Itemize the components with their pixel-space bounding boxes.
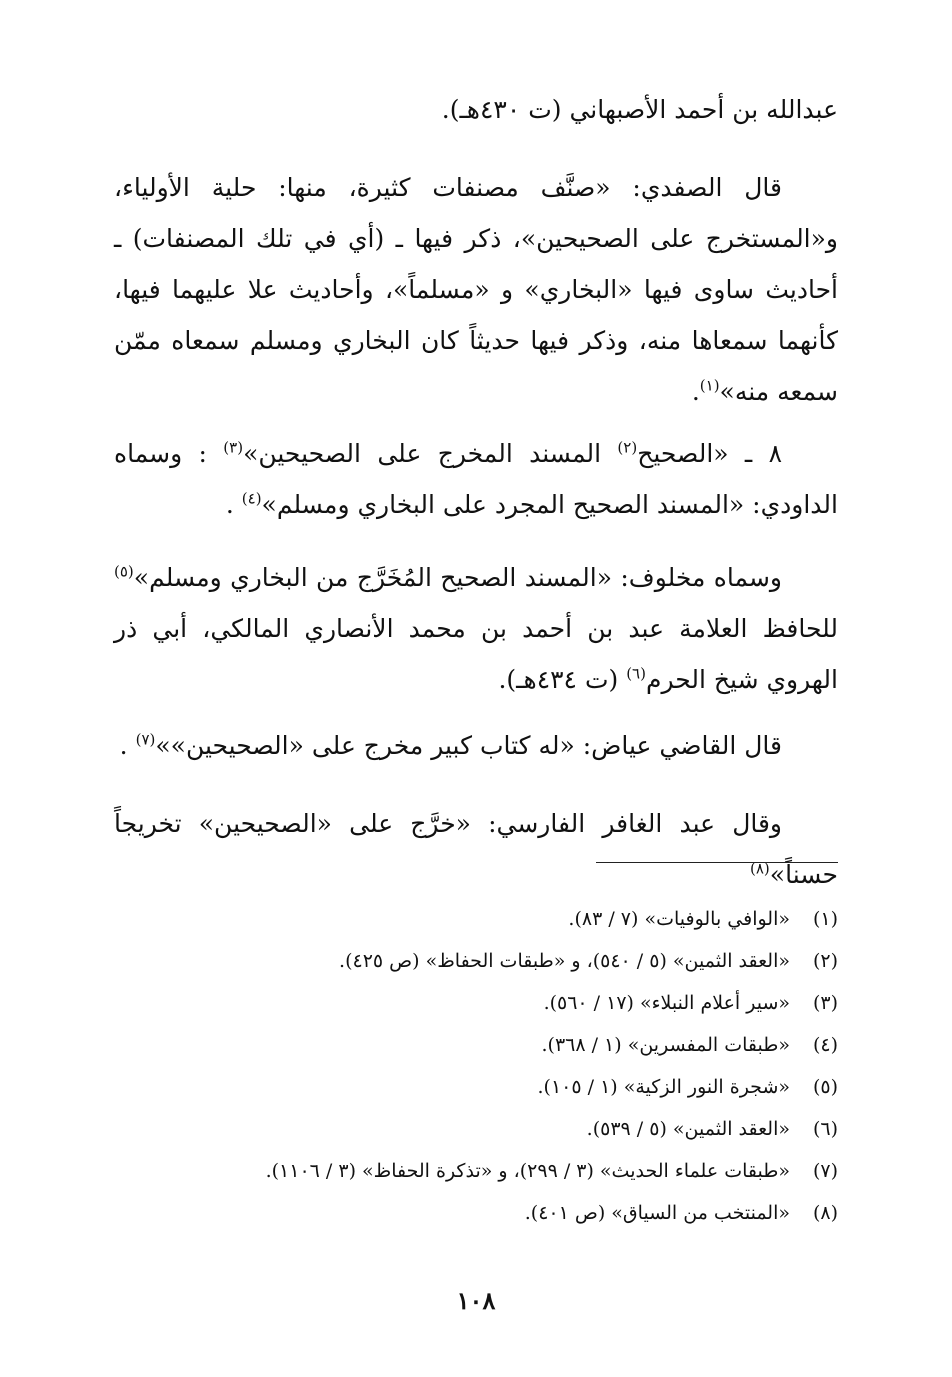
footnote-text: «المنتخب من السياق» (ص ٤٠١).: [524, 1202, 790, 1224]
footnote-text: «طبقات المفسرين» (١ / ٣٦٨).: [541, 1034, 790, 1056]
paragraph-3-text-b: المسند المخرج على الصحيحين»: [243, 439, 618, 468]
footnote-ref-4[interactable]: (٤): [241, 489, 262, 508]
footnote-number: (٧): [812, 1160, 838, 1182]
paragraph-4-text-c: (ت ٤٣٤هـ).: [498, 665, 627, 694]
footnote-text: «شجرة النور الزكية» (١ / ١٠٥).: [537, 1076, 790, 1098]
footnote-number: (٦): [812, 1118, 838, 1140]
footnote-6: [114, 1108, 838, 1150]
footnote-ref-1[interactable]: (١): [699, 376, 720, 395]
paragraph-6: [114, 798, 838, 900]
paragraph-5-end: .: [119, 731, 136, 760]
footnote-number: (١): [812, 908, 838, 930]
footnote-8: [114, 1192, 838, 1234]
footnote-3: [114, 982, 838, 1024]
footnotes-list: [114, 898, 838, 1234]
paragraph-5-text: قال القاضي عياض: «له كتاب كبير مخرج على «الصحيحين»»: [155, 731, 782, 760]
footnote-5: [114, 1066, 838, 1108]
footnote-text: «الوافي بالوفيات» (٧ / ٨٣).: [568, 908, 790, 930]
footnote-ref-2[interactable]: (٢): [617, 438, 638, 457]
footnote-ref-7[interactable]: (٧): [135, 730, 156, 749]
page-number: ١٠٨: [456, 1286, 496, 1315]
footnote-ref-8[interactable]: (٨): [750, 859, 770, 878]
paragraph-5: [114, 720, 838, 771]
paragraph-2: [114, 162, 838, 417]
paragraph-3-end: .: [225, 490, 242, 519]
paragraph-1: [114, 84, 838, 135]
footnote-number: (٢): [812, 950, 838, 972]
paragraph-3: [114, 428, 838, 530]
paragraph-2-end: .: [691, 377, 700, 406]
footnote-number: (٣): [812, 992, 838, 1014]
footnote-4: [114, 1024, 838, 1066]
footnote-text: «طبقات علماء الحديث» (٣ / ٢٩٩)، و «تذكرة الحفاظ» (٣ / ١١٠٦).: [265, 1160, 790, 1182]
paragraph-3-text-a: ٨ ـ «الصحيح: [637, 439, 782, 468]
paragraph-6-text: وقال عبد الغافر الفارسي: «خرَّج على «الصحيحين» تخريجاً حسناً»: [114, 809, 838, 889]
footnote-7: [114, 1150, 838, 1192]
paragraph-4-text-b: للحافظ العلامة عبد بن أحمد بن محمد الأنصاري المالكي، أبي ذر الهروي شيخ الحرم: [114, 614, 838, 694]
footnote-text: «العقد الثمين» (٥ / ٥٣٩).: [586, 1118, 790, 1140]
footnote-number: (٨): [812, 1202, 838, 1224]
paragraph-2-text: قال الصفدي: «صنَّف مصنفات كثيرة، منها: حلية الأولياء، و«المستخرج على الصحيحين»، ذكر فيها ـ (أي في تلك المصنفات) ـ أحاديث ساوى فيها «البخاري» و «مسلماً»، وأحاديث علا عليهما فيها، كأنهما سمعاها منه، وذكر فيها حديثاً كان البخاري ومسلم سمعاه ممّن سمعه منه»: [114, 173, 838, 406]
footnote-ref-6[interactable]: (٦): [626, 664, 646, 683]
footnote-separator: [596, 862, 838, 863]
footnote-1: [114, 898, 838, 940]
footnote-ref-3[interactable]: (٣): [223, 438, 244, 457]
footnote-ref-5[interactable]: (٥): [114, 562, 134, 581]
paragraph-3-text-c: : وسماه الداودي: «المسند الصحيح المجرد على البخاري ومسلم»: [114, 439, 838, 519]
footnote-2: [114, 940, 838, 982]
footnote-number: (٥): [812, 1076, 838, 1098]
footnote-text: «العقد الثمين» (٥ / ٥٤٠)، و «طبقات الحفاظ» (ص ٤٢٥).: [339, 950, 790, 972]
paragraph-4: [114, 552, 838, 705]
footnote-number: (٤): [812, 1034, 838, 1056]
footnote-text: «سير أعلام النبلاء» (١٧ / ٥٦٠).: [543, 992, 790, 1014]
paragraph-4-text-a: وسماه مخلوف: «المسند الصحيح المُخَرَّج من البخاري ومسلم»: [133, 563, 782, 592]
paragraph-1-text: عبدالله بن أحمد الأصبهاني (ت ٤٣٠هـ).: [441, 95, 838, 124]
